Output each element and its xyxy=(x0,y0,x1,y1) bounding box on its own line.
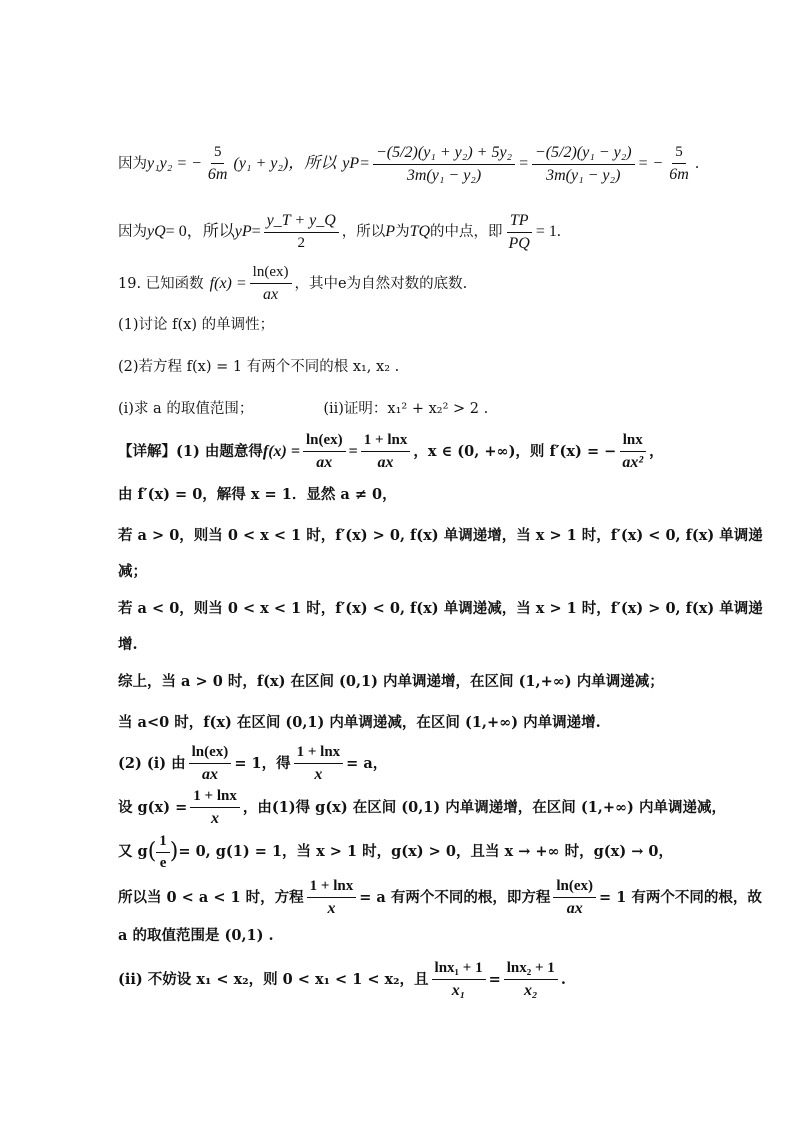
solution-line-4: 减； xyxy=(118,562,147,580)
fraction-result: $\frac{5}{6m}$ xyxy=(669,144,689,183)
problem-19-statement: 19. 已知函数 f(x) = $\frac{\ln(ex)}{ax}$ ，其中e为自然对数的底数. xyxy=(118,264,468,303)
proof-line-midpoint: 因为 y Q = 0，所以 y P = $\frac{y\_T + y\_Q}{2}$ ，所以 P 为 TQ 的中点，即 $\frac{TP}{PQ}$ = 1. xyxy=(118,211,561,252)
solution-line-10: 设 g(x) = $\frac{1 + \ln x}{x}$ ，由(1)得 g(x) 在区间 (0,1) 内单调递增，在区间 (1,+∞) 内单调递减， xyxy=(118,788,726,827)
solution-line-12: 所以当 0 < a < 1 时，方程 $\frac{1 + \ln x}{x}$ = a 有两个不同的根，即方程 $\frac{\ln(ex)}{ax}$ = 1 有两个不同的根，故 xyxy=(118,878,762,917)
fraction-tp-pq: $\frac{TP}{PQ}$ xyxy=(508,211,530,252)
solution-line-8: 当 a<0 时，f(x) 在区间 (0,1) 内单调递减，在区间 (1,+∞) 内单调递增. xyxy=(118,713,601,731)
fraction-f: $\frac{\ln(ex)}{ax}$ xyxy=(250,264,292,303)
fraction-yt-yq: $\frac{y\_T + y\_Q}{2}$ xyxy=(264,212,339,251)
solution-line-9: (2) (i) 由 $\frac{\ln(ex)}{ax}$ = 1，得 $\frac{1 + \ln x}{x}$ = a， xyxy=(118,744,388,783)
proof-line-yp: 因为 y₁y₂ = − $\frac{5}{6m}$ (y₁ + y₂)，所以 y P = $\frac{\text{−(5/2)(y₁ + y₂) + 5y₂}}{\text{3m(y₁ − y₂)}}$ = $\frac{\text{−(5/2)(y₁ − y₂)}}{\text{3m(y₁ − y₂)}}$ = − $\frac{5}{6m}$ . xyxy=(118,143,700,184)
solution-line-14: (ii) 不妨设 x₁ < x₂，则 0 < x₁ < 1 < x₂，且 $\frac{\text{lnx₁ + 1}}{\text{x₁}}$ = $\frac{\text{lnx₂ + 1}}{\text{x₂}}$ . xyxy=(118,960,566,999)
fraction-5-6m: $\frac{5}{6m}$ xyxy=(207,144,228,183)
solution-line-5: 若 a < 0，则当 0 < x < 1 时，f′(x) < 0, f(x) 单调递减，当 x > 1 时，f′(x) > 0, f(x) 单调递 xyxy=(118,599,763,617)
solution-line-7: 综上，当 a > 0 时，f(x) 在区间 (0,1) 内单调递增，在区间 (1,+∞) 内单调递减； xyxy=(118,672,664,690)
math-y1-plus-y2: (y₁ + y₂)，所以 xyxy=(233,155,337,172)
text: 因为 xyxy=(118,155,147,172)
problem-subparts: (i)求 a 的取值范围； (ii)证明：x₁² + x₂² > 2 . xyxy=(118,400,489,417)
fraction-yp-expr: $\frac{\text{−(5/2)(y₁ + y₂) + 5y₂}}{\text{3m(y₁ − y₂)}}$ xyxy=(373,144,515,184)
solution-line-13: a 的取值范围是 (0,1) . xyxy=(118,926,274,944)
problem-part-1: (1)讨论 f(x) 的单调性； xyxy=(118,316,275,333)
solution-line-2: 由 f′(x) = 0，解得 x = 1．显然 a ≠ 0， xyxy=(118,485,397,503)
fraction-yp-simplified: $\frac{\text{−(5/2)(y₁ − y₂)}}{\text{3m(y₁ − y₂)}}$ xyxy=(532,144,635,184)
solution-line-3: 若 a > 0，则当 0 < x < 1 时，f′(x) > 0, f(x) 单调递增，当 x > 1 时，f′(x) < 0, f(x) 单调递 xyxy=(118,526,763,544)
problem-part-2: (2)若方程 f(x) = 1 有两个不同的根 x₁, x₂ . xyxy=(118,358,400,375)
math-y1y2: y₁y₂ = − xyxy=(147,155,202,172)
solution-line-11: 又 g ( $\frac{1}{e}$ ) = 0, g(1) = 1，当 x > 1 时，g(x) > 0，且当 x → +∞ 时，g(x) → 0， xyxy=(118,833,674,871)
math-yp: y xyxy=(342,155,350,172)
solution-line-1: 【详解】(1) 由题意得 f(x) = $\frac{\ln(ex)}{ax}$ = $\frac{1 + \ln x}{ax}$ ，x ∈ (0, +∞)，则 f′(x) = − $\frac{\ln x}{\text{ax²}}$ ， xyxy=(118,432,664,471)
solution-line-6: 增. xyxy=(118,635,138,653)
